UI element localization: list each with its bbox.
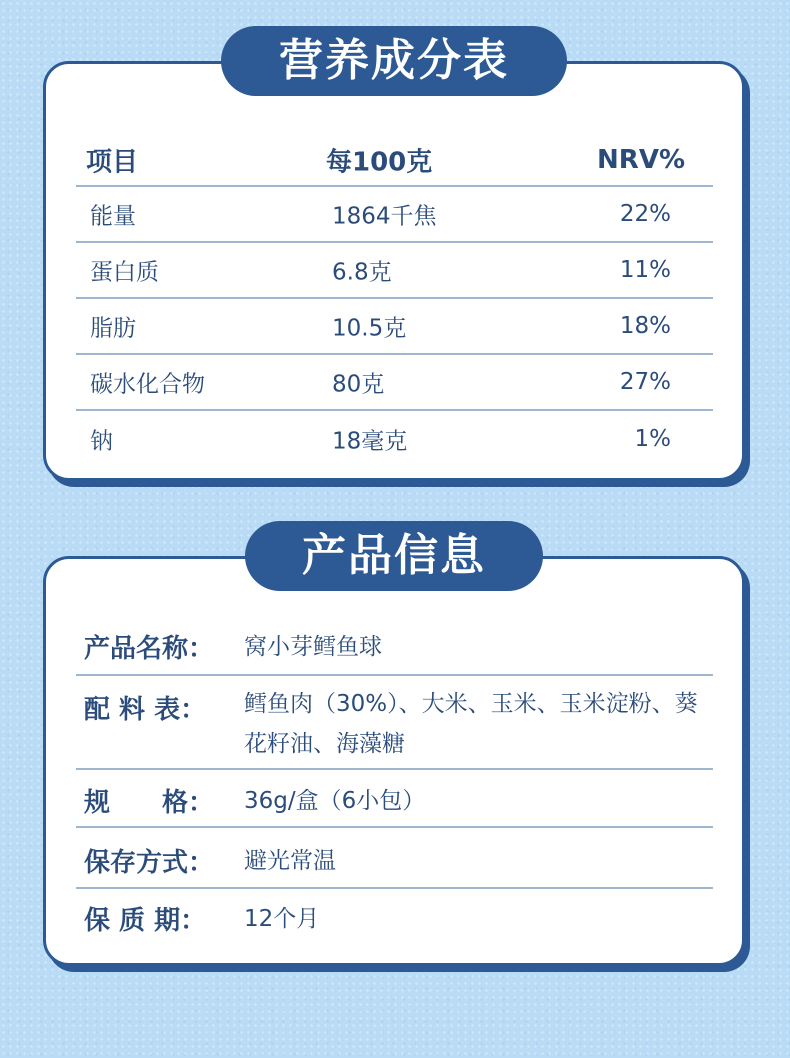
table-row <box>76 411 713 467</box>
product-info-list <box>76 614 713 949</box>
table-header-row <box>76 135 713 187</box>
list-item <box>76 889 713 949</box>
list-item <box>76 828 713 889</box>
nutrient-nrv: 18% <box>619 313 671 339</box>
table-row <box>76 355 713 411</box>
nutrient-amount: 10.5克 <box>332 315 407 342</box>
info-label: 规 格： <box>84 788 215 818</box>
nutrient-amount: 6.8克 <box>332 259 392 286</box>
product-info-title: 产品信息 <box>245 521 543 591</box>
nutrient-name: 碳水化合物 <box>90 371 205 398</box>
header-item: 项目 <box>86 147 139 178</box>
info-value: 12个月 <box>244 906 320 932</box>
nutrient-name: 钠 <box>90 428 113 455</box>
nutrient-nrv: 27% <box>619 369 671 395</box>
nutrition-table <box>76 135 713 467</box>
info-value: 鳕鱼肉（30%）、大米、玉米、玉米淀粉、葵花籽油、海藻糖 <box>244 691 698 757</box>
info-label: 配 料 表： <box>84 695 207 725</box>
nutrient-amount: 1864千焦 <box>332 203 437 230</box>
info-label: 产品名称： <box>84 634 215 664</box>
list-item <box>76 676 713 770</box>
list-item <box>76 614 713 676</box>
header-per-100g: 每100克 <box>326 147 433 178</box>
nutrient-nrv: 1% <box>634 426 671 452</box>
table-row <box>76 187 713 243</box>
list-item <box>76 770 713 828</box>
info-label: 保 质 期： <box>84 906 207 936</box>
nutrient-nrv: 22% <box>619 201 671 227</box>
nutrient-name: 蛋白质 <box>90 259 159 286</box>
table-row <box>76 243 713 299</box>
info-value: 窝小芽鳕鱼球 <box>244 634 382 660</box>
nutrition-title: 营养成分表 <box>221 26 567 96</box>
nutrient-amount: 18毫克 <box>332 428 408 455</box>
header-nrv: NRV% <box>597 145 685 175</box>
info-value: 避光常温 <box>244 848 336 874</box>
nutrient-nrv: 11% <box>619 257 671 283</box>
nutrient-name: 能量 <box>90 203 136 230</box>
nutrient-amount: 80克 <box>332 371 385 398</box>
info-value: 36g/盒（6小包） <box>244 788 426 814</box>
table-row <box>76 299 713 355</box>
nutrient-name: 脂肪 <box>90 315 136 342</box>
info-label: 保存方式： <box>84 848 215 878</box>
